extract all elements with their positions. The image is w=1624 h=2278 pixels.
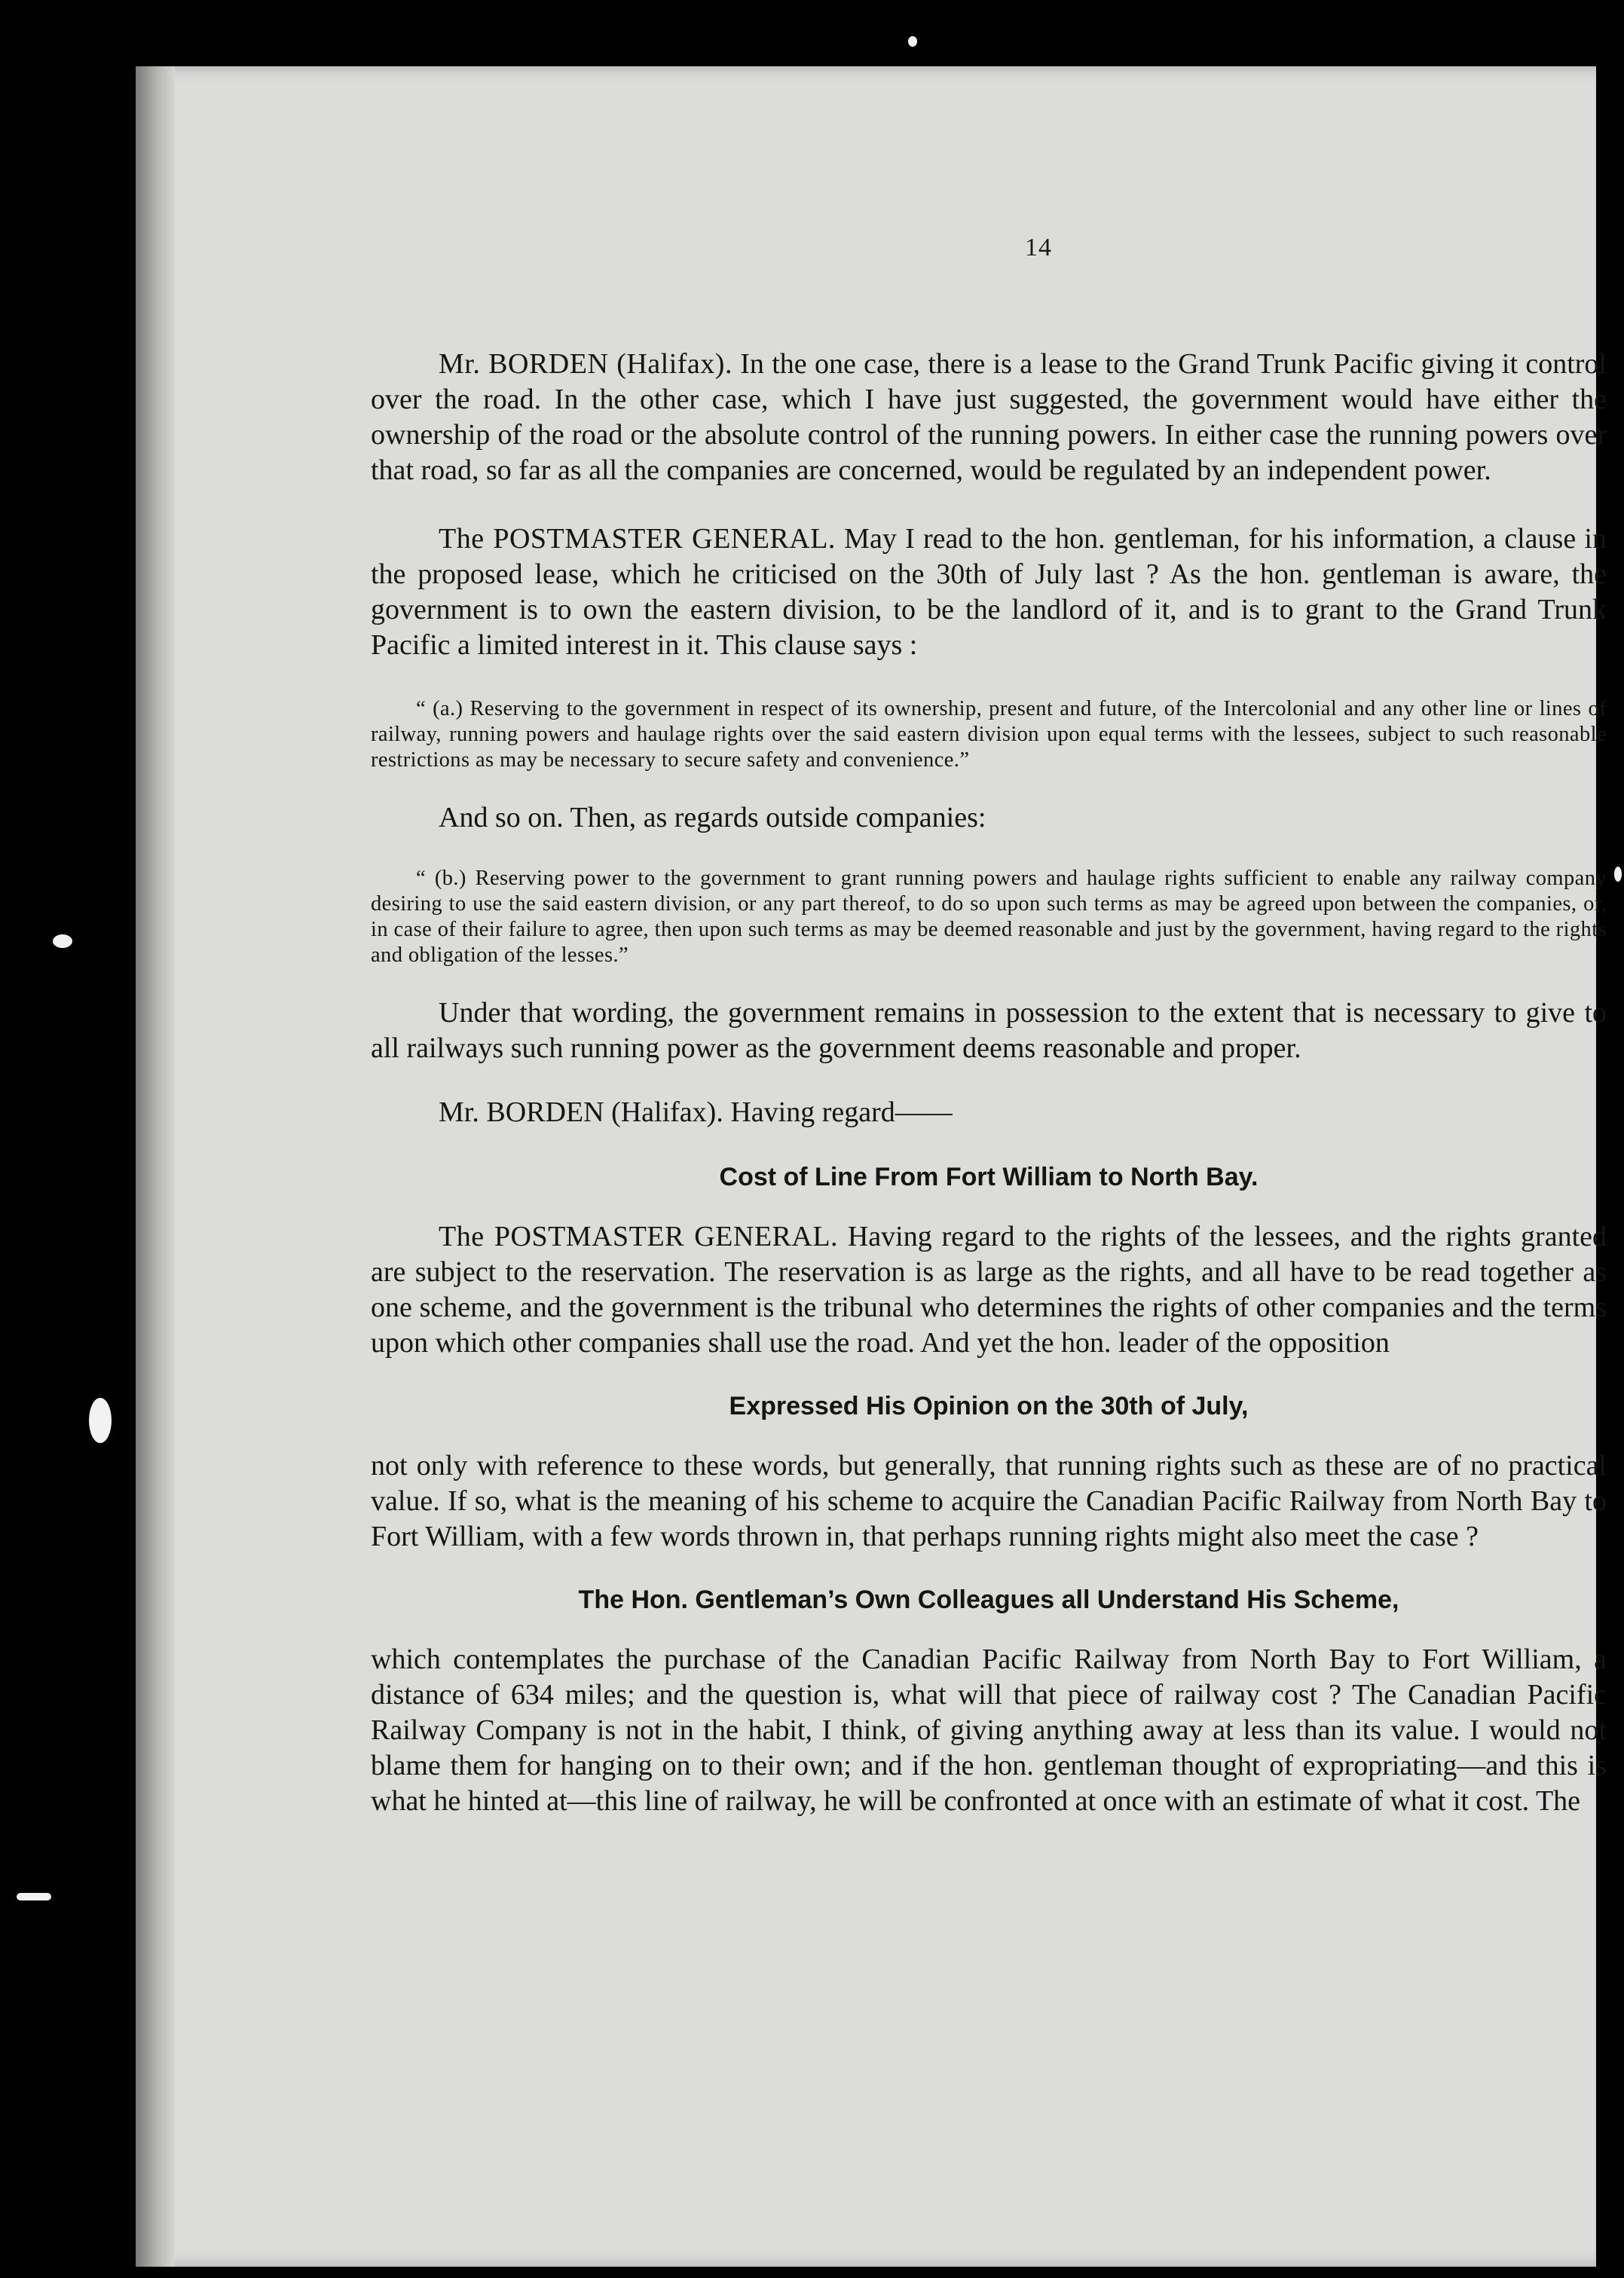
page-body: [371, 347, 1607, 1852]
page-number: 14: [1025, 234, 1052, 261]
paragraph-purchase-scheme: [371, 1642, 1607, 1819]
paragraph-borden-having-regard: Mr. BORDEN (Halifax). Having regard——: [439, 1096, 953, 1128]
scan-speck: [908, 36, 917, 47]
paragraph-under-that-wording: [371, 995, 1607, 1066]
paragraph-postmaster-reservation: [371, 1219, 1607, 1361]
scan-speck: [53, 934, 72, 948]
paragraph-text: In the one case, there is a lease to the Grand Trunk Pacific giving it control over the road. In the other case, which I have just suggested, the government would have either the ownership of the road or the absolute control of the running powers. In either case the running powers over that road, so far as all the companies are concerned, would be regulated by an independent power.: [371, 348, 1607, 486]
paragraph-and-so-on: And so on. Then, as regards outside companies:: [439, 802, 986, 833]
speaker-name: The POSTMASTER GENERAL.: [439, 523, 836, 555]
paragraph-text: Having regard to the rights of the lessees, and the rights granted are subject to the reservation. The reservation is as large as the rights, and all have to be read together as one scheme, and the government is the tribunal who determines the rights of other companies and the terms upon which other companies shall use the road. And yet the hon. leader of the opposition: [371, 1221, 1607, 1359]
paragraph-postmaster-clause: [371, 521, 1607, 663]
paragraph-text: Under that wording, the government remains in possession to the extent that is necessary to give to all railways such running power as the government deems reasonable and proper.: [371, 997, 1607, 1064]
paragraph-text: May I read to the hon. gentleman, for his information, a clause in the proposed lease, which he criticised on the 30th of July last ? As the hon. gentleman is aware, the government is to own the eastern division, to be the landlord of it, and is to grant to the Grand Trunk Pacific a limited interest in it. This clause says :: [371, 523, 1607, 661]
section-heading-cost-of-line: Cost of Line From Fort William to North Bay.: [719, 1163, 1259, 1191]
paragraph-borden-lease: [371, 347, 1607, 488]
paragraph-running-rights: [371, 1448, 1607, 1555]
paragraph-text: not only with reference to these words, but generally, that running rights such as these are of no practical value. If so, what is the meaning of his scheme to acquire the Canadian Pacific Railway from North Bay to Fort William, with a few words thrown in, that perhaps running rights might also meet the case ?: [371, 1450, 1607, 1552]
scan-speck: [17, 1893, 51, 1900]
paragraph-text: which contemplates the purchase of the Canadian Pacific Railway from North Bay to Fort William, a distance of 634 miles; and the question is, what will that piece of railway cost ? The Canadian Pacific Railway Company is not in the habit, I think, of giving anything away at less than its value. I would not blame them for hanging on to their own; and if the hon. gentleman thought of expropriating—and this is what he hinted at—this line of railway, he will be confronted at once with an estimate of what it cost. The: [371, 1644, 1607, 1817]
speaker-name: Mr. BORDEN (Halifax).: [439, 348, 732, 380]
quoted-clause-b: “ (b.) Reserving power to the government to grant running powers and haulage rights sufficient to enable any railway company desiring to use the said eastern division, or any part thereof, to do so upon such terms as may be agreed upon between the companies, or, in case of their failure to agree, then upon such terms as may be deemed reasonable and just by the government, having regard to the rights and obligation of the lesses.”: [371, 867, 1607, 967]
quoted-clause-a: “ (a.) Reserving to the government in respect of its ownership, present and future, of the Intercolonial and any other line or lines of railway, running powers and haulage rights over the said eastern division upon equal terms with the lessees, subject to such reasonable restrictions as may be necessary to secure safety and convenience.”: [371, 697, 1607, 772]
section-heading-colleagues: The Hon. Gentleman’s Own Colleagues all Understand His Scheme,: [578, 1585, 1399, 1614]
scan-speck: [1614, 867, 1622, 882]
speaker-name: The POSTMASTER GENERAL.: [439, 1221, 839, 1252]
scan-speck: [89, 1398, 112, 1443]
document-page: [136, 66, 1607, 2267]
section-heading-expressed-opinion: Expressed His Opinion on the 30th of July,: [729, 1392, 1249, 1420]
